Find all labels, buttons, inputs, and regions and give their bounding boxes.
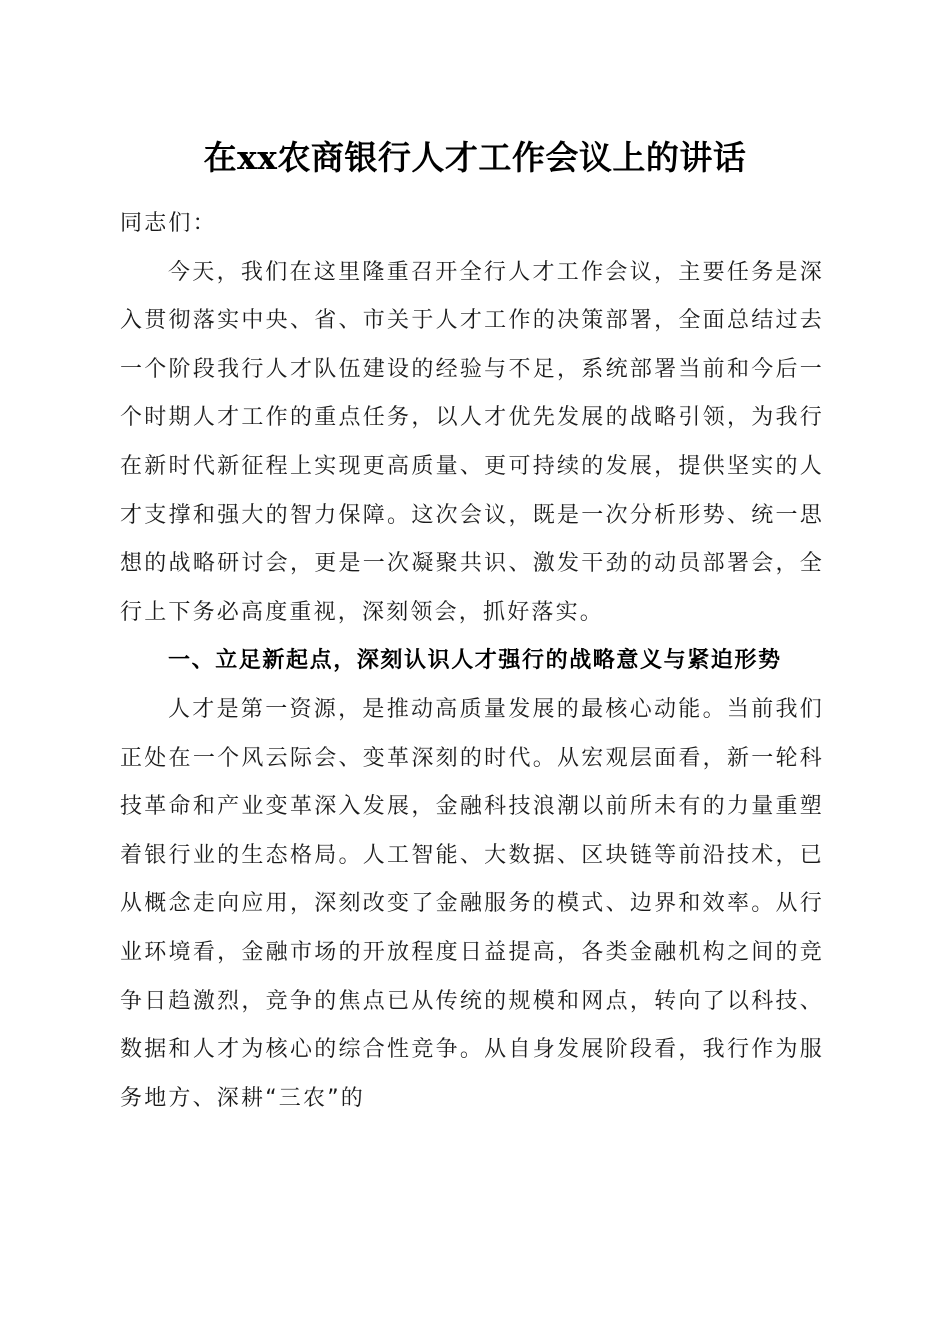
document-title: 在xx农商银行人才工作会议上的讲话 [203, 138, 747, 177]
salutation: 同志们： [120, 211, 217, 236]
document-body [120, 200, 824, 1123]
section-heading: 一、立足新起点，深刻认识人才强行的战略意义与紧迫形势 [168, 648, 782, 674]
section-paragraph: 人才是第一资源，是推动高质量发展的最核心动能。当前我们正处在一个风云际会、变革深刻的时代。从宏观层面看，新一轮科技革命和产业变革深入发展，金融科技浪潮以前所未有的力量重塑着银行业的生态格局。人工智能、大数据、区块链等前沿技术，已从概念走向应用，深刻改变了金融服务的模式、边界和效率。从行业环境看，金融市场的开放程度日益提高，各类金融机构之间的竞争日趋激烈，竞争的焦点已从传统的规模和网点，转向了以科技、数据和人才为核心的综合性竞争。从自身发展阶段看，我行作为服务地方、深耕“三农”的 [120, 696, 824, 1111]
opening-paragraph: 今天，我们在这里隆重召开全行人才工作会议，主要任务是深入贯彻落实中央、省、市关于人才工作的决策部署，全面总结过去一个阶段我行人才队伍建设的经验与不足，系统部署当前和今后一个时期人才工作的重点任务，以人才优先发展的战略引领，为我行在新时代新征程上实现更高质量、更可持续的发展，提供坚实的人才支撑和强大的智力保障。这次会议，既是一次分析形势、统一思想的战略研讨会，更是一次凝聚共识、激发干劲的动员部署会，全行上下务必高度重视，深刻领会，抓好落实。 [120, 259, 824, 625]
